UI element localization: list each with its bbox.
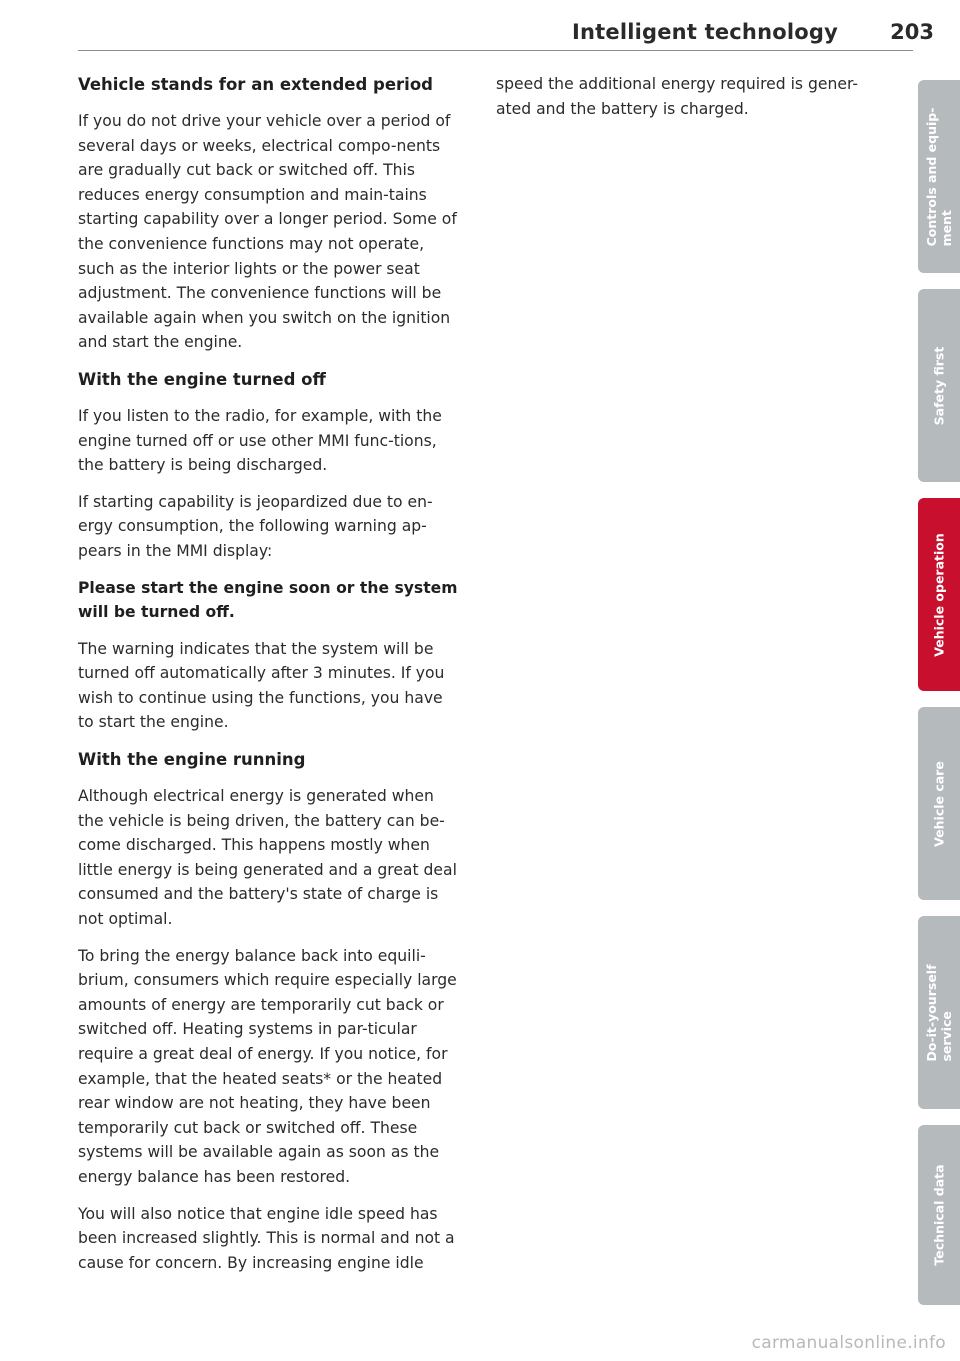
- left-column: [78, 72, 458, 1287]
- tab-label: Vehicle care: [931, 760, 947, 847]
- tab-label: Safety first: [931, 346, 947, 425]
- tab-label: Technical data: [931, 1164, 947, 1266]
- header-title: Intelligent technology: [571, 20, 838, 44]
- section-heading: Vehicle stands for an extended period: [78, 75, 433, 94]
- tab-label: Do-it-yourself service: [924, 963, 954, 1062]
- section-heading: With the engine turned off: [78, 369, 326, 389]
- tab-technical-data[interactable]: [918, 1125, 960, 1305]
- tab-vehicle-care[interactable]: [918, 707, 960, 900]
- page-number: 203: [890, 20, 934, 44]
- paragraph: speed the additional energy required is gener-ated and the battery is charged.: [496, 75, 859, 118]
- tab-label: Vehicle operation: [931, 532, 947, 657]
- right-column: [496, 72, 876, 133]
- paragraph: The warning indicates that the system will be turned off automatically after 3 minutes. If you wish to continue using the functions, you have to start the engine.: [78, 639, 445, 732]
- paragraph: If you listen to the radio, for example, with the engine turned off or use other MMI func-tions, the battery is being discharged.: [78, 406, 442, 475]
- tab-vehicle-operation[interactable]: [918, 498, 960, 691]
- tab-do-it-yourself-service[interactable]: [918, 916, 960, 1109]
- section-heading: With the engine running: [78, 750, 306, 770]
- watermark: carmanualsonline.info: [751, 1333, 946, 1353]
- header-rule: [78, 50, 913, 51]
- paragraph: You will also notice that engine idle speed has been increased slightly. This is normal and not a cause for concern. By increasing engine idle: [78, 1204, 455, 1272]
- tab-label: Controls and equip- ment: [924, 107, 954, 246]
- paragraph: Although electrical energy is generated when the vehicle is being driven, the battery can be-come discharged. This happens mostly when little energy is being generated and a great deal consumed and the battery's state of charge is not optimal.: [78, 787, 457, 929]
- paragraph: To bring the energy balance back into equili-brium, consumers which require especially large amounts of energy are temporarily cut back or switched off. Heating systems in par-ticular require a great deal of energy. If you notice, for example, that the heated seats* or the heated rear window are not heating, they have been temporarily cut back or switched off. These systems will be available again as soon as the energy balance has been restored.: [78, 946, 457, 1186]
- warning-message: Please start the engine soon or the system will be turned off.: [78, 578, 458, 622]
- tab-safety-first[interactable]: [918, 289, 960, 482]
- tab-controls-and-equipment[interactable]: [918, 80, 960, 273]
- paragraph: If you do not drive your vehicle over a period of several days or weeks, electrical compo-nents are gradually cut back or switched off. This reduces energy consumption and main-tains starting capability over a longer period. Some of the convenience functions may not operate, such as the interior lights or the power seat adjustment. The convenience functions will be available again when you switch on the ignition and start the engine.: [78, 112, 457, 352]
- paragraph: If starting capability is jeopardized due to en-ergy consumption, the following warning ap-pears in the MMI display:: [78, 492, 433, 560]
